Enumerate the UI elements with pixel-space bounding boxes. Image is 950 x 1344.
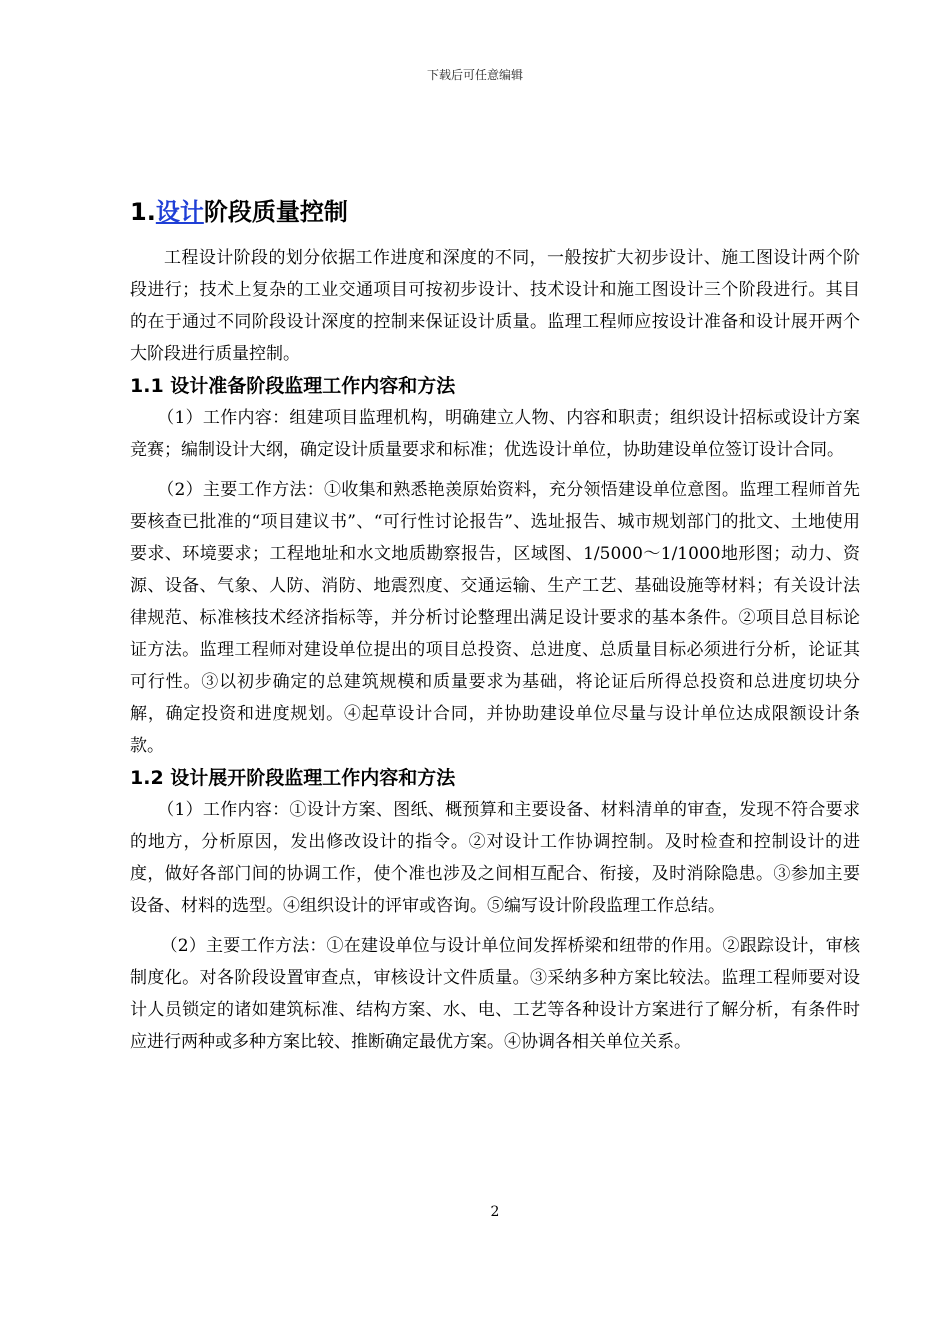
subsection-1-paragraph-1: （1）工作内容：组建项目监理机构，明确建立人物、内容和职责；组织设计招标或设计方案竞赛；编制设计大纲，确定设计质量要求和标准；优选设计单位，协助建设单位签订设计合同。 xyxy=(130,408,860,460)
title-number: 1. xyxy=(130,198,156,226)
subsection-heading-2: 1.2 设计展开阶段监理工作内容和方法 xyxy=(130,767,456,789)
page-number: 2 xyxy=(490,1204,500,1220)
page-header: 下载后可任意编辑 xyxy=(426,68,523,82)
document-body xyxy=(130,190,860,1058)
section-title xyxy=(130,190,860,234)
intro-paragraph: 工程设计阶段的划分依据工作进度和深度的不同，一般按扩大初步设计、施工图设计两个阶段进行；技术上复杂的工业交通项目可按初步设计、技术设计和施工图设计三个阶段进行。其目的在于通过不同阶段设计深度的控制来保证设计质量。监理工程师应按设计准备和设计展开两个大阶段进行质量控制。 xyxy=(130,248,860,364)
subsection-2-paragraph-2: （2）主要工作方法：①在建设单位与设计单位间发挥桥梁和纽带的作用。②跟踪设计，审核制度化。对各阶段设置审查点，审核设计文件质量。③采纳多种方案比较法。监理工程师要对设计人员锁定的诸如建筑标准、结构方案、水、电、工艺等各种设计方案进行了解分析，有条件时应进行两种或多种方案比较、推断确定最优方案。④协调各相关单位关系。 xyxy=(130,936,860,1052)
subsection-2-paragraph-1: （1）工作内容：①设计方案、图纸、概预算和主要设备、材料清单的审查，发现不符合要求的地方，分析原因，发出修改设计的指令。②对设计工作协调控制。及时检查和控制设计的进度，做好各部门间的协调工作，使个准也涉及之间相互配合、衔接，及时消除隐患。③参加主要设备、材料的选型。④组织设计的评审或咨询。⑤编写设计阶段监理工作总结。 xyxy=(130,800,860,916)
subsection-1-paragraph-2: （2）主要工作方法：①收集和熟悉艳羡原始资料，充分领悟建设单位意图。监理工程师首先要核查已批准的“项目建议书”、“可行性讨论报告”、选址报告、城市规划部门的批文、土地使用要求、环境要求；工程地址和水文地质勘察报告，区域图、1/5000～1/1000地形图；动力、资源、设备、气象、人防、消防、地震烈度、交通运输、生产工艺、基础设施等材料；有关设计法律规范、标准核技术经济指标等，并分析讨论整理出满足设计要求的基本条件。②项目总目标论证方法。监理工程师对建设单位提出的项目总投资、总进度、总质量目标必须进行分析，论证其可行性。③以初步确定的总建筑规模和质量要求为基础，将论证后所得总投资和总进度切块分解，确定投资和进度规划。④起草设计合同，并协助建设单位尽量与设计单位达成限额设计条款。 xyxy=(130,480,860,756)
subsection-heading-1: 1.1 设计准备阶段监理工作内容和方法 xyxy=(130,375,456,397)
title-link[interactable]: 设计 xyxy=(155,198,204,226)
title-rest: 阶段质量控制 xyxy=(203,198,348,226)
